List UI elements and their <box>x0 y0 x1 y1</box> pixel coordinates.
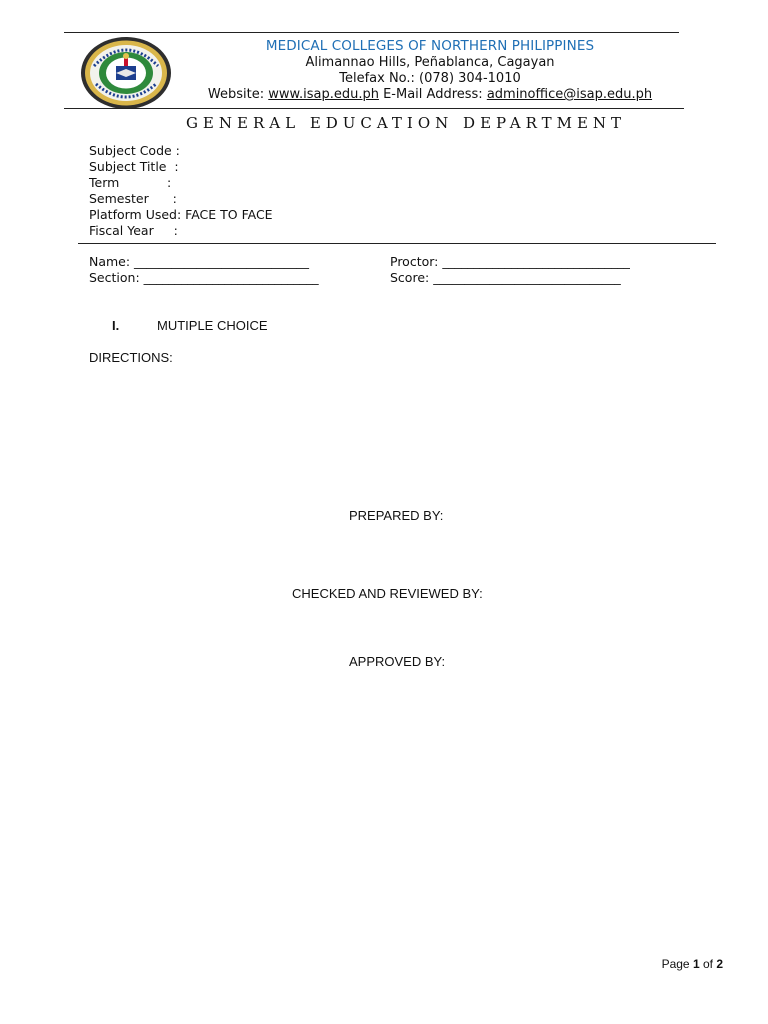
section-title: MUTIPLE CHOICE <box>157 318 268 333</box>
contact-line <box>150 87 710 103</box>
website-link[interactable]: www.isap.edu.ph <box>268 87 379 102</box>
term-label: Term : <box>89 175 172 190</box>
page-current: 1 <box>692 957 700 971</box>
subject-info <box>89 143 273 239</box>
platform-label: Platform Used: FACE TO FACE <box>89 207 273 222</box>
subject-code-label: Subject Code : <box>89 143 180 158</box>
fiscal-year-label: Fiscal Year : <box>89 223 178 238</box>
checked-reviewed-by-label: CHECKED AND REVIEWED BY: <box>292 586 483 601</box>
header-rule <box>64 108 684 109</box>
page-prefix: Page <box>661 957 693 971</box>
proctor-field[interactable]: Proctor: ______________________________ <box>390 254 630 269</box>
page-of: of <box>699 957 717 971</box>
page-total: 2 <box>716 957 723 971</box>
page-number <box>662 957 723 971</box>
website-label: Website: <box>207 87 269 102</box>
section-field[interactable]: Section: ____________________________ <box>89 270 319 285</box>
directions-label: DIRECTIONS: <box>89 350 173 365</box>
section-number: I. <box>112 318 120 333</box>
semester-label: Semester : <box>89 191 177 206</box>
name-field[interactable]: Name: ____________________________ <box>89 254 310 269</box>
email-label: E-Mail Address: <box>378 87 487 102</box>
school-telefax: Telefax No.: (078) 304-1010 <box>339 71 521 86</box>
school-address: Alimannao Hills, Peñablanca, Cagayan <box>305 55 555 70</box>
department-title: GENERAL EDUCATION DEPARTMENT <box>185 114 627 132</box>
score-field[interactable]: Score: ______________________________ <box>390 270 621 285</box>
subject-title-label: Subject Title : <box>89 159 179 174</box>
school-name: MEDICAL COLLEGES OF NORTHERN PHILIPPINES <box>265 38 595 54</box>
email-link[interactable]: adminoffice@isap.edu.ph <box>486 87 653 102</box>
top-rule <box>64 32 679 33</box>
info-rule <box>78 243 716 244</box>
prepared-by-label: PREPARED BY: <box>349 508 444 523</box>
approved-by-label: APPROVED BY: <box>349 654 446 669</box>
